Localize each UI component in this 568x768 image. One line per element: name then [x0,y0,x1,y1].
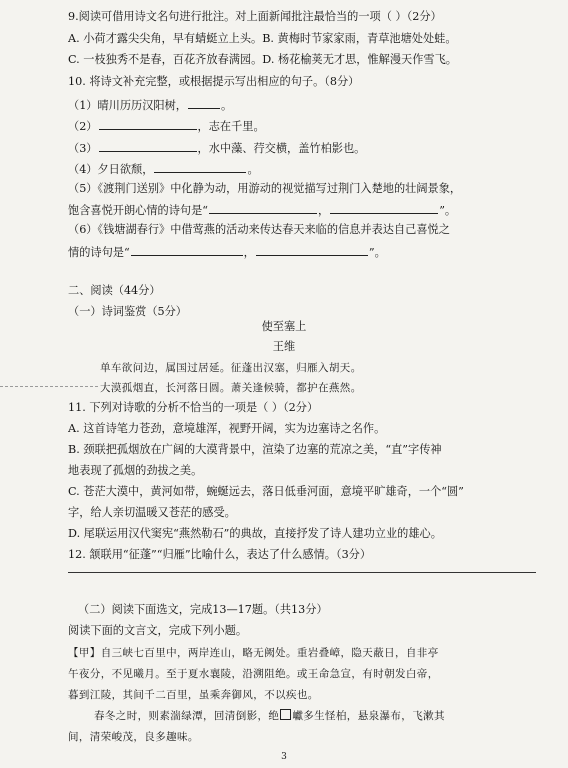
q9-options-ab: A. 小荷才露尖尖角，早有蜻蜓立上头。B. 黄梅时节家家雨，青草池塘处处蛙。 [68,32,457,45]
answer-blank[interactable] [154,161,246,173]
q10-item-6-line2 [68,244,538,260]
passage-text: 春冬之时，则素湍绿潭，回清倒影，绝 [94,710,280,722]
section-2-heading: 二、阅读（44分） [68,284,161,297]
poem-title: 使至塞上 [261,320,307,333]
q11-option-a: A. 这首诗笔力苍劲，意境雄浑，视野开阔，实为边塞诗之名作。 [68,422,386,435]
answer-line[interactable] [68,572,536,573]
q11-option-d: D. 尾联运用汉代窦宪“燕然勒石”的典故，直接抒发了诗人建功立业的雄心。 [68,527,442,540]
q10-2-end: ，志在千里。 [197,120,265,133]
q10-6-text: 情的诗句是“ [68,246,130,259]
comma: ， [243,246,255,259]
passage-jia-line-1: 【甲】自三峡七百里中，两岸连山，略无阙处。重岩叠嶂，隐天蔽日，自非亭 [68,647,439,659]
passage-jia-line-5: 间，清荣峻茂，良多趣味。 [68,731,199,743]
q10-4-text: （4）夕日欲颓， [68,163,154,176]
passage-jia-line-2: 午夜分，不见曦月。至于夏水襄陵，沿溯阻绝。或王命急宣，有时朝发白帝， [68,668,439,680]
instructions: 阅读下面的文言文，完成下列小题。 [68,624,248,637]
q11-option-c-line1: C. 苍茫大漠中，黄河如带，蜿蜒远去，落日低垂河面，意境平旷雄奇，一个“圆” [68,485,464,498]
q10-3-text: （3） [68,142,98,155]
q10-stem: 10. 将诗文补充完整，或根据提示写出相应的句子。（8分） [68,75,360,88]
passage-jia-line-4 [94,709,564,723]
answer-blank[interactable] [209,202,317,214]
q10-item-1 [68,97,538,113]
q10-item-5-line2 [68,202,538,218]
section-2-1-heading: （一）诗词鉴赏（5分） [68,305,187,318]
answer-blank[interactable] [131,244,243,256]
close-quote: ”。 [368,246,386,259]
answer-blank[interactable] [256,244,368,256]
q11-option-b-line2: 地表现了孤烟的劲拔之美。 [68,464,203,477]
q10-item-3 [68,140,538,156]
q10-5-text: 饱含喜悦开朗心情的诗句是“ [68,204,208,217]
poem-author: 王维 [272,340,296,353]
q10-3-end: ，水中藻、荇交横，盖竹柏影也。 [197,142,366,155]
q10-2-text: （2） [68,120,98,133]
q11-stem: 11. 下列对诗歌的分析不恰当的一项是（ ）（2分） [68,401,319,414]
close-quote: ”。 [439,204,457,217]
answer-blank[interactable] [99,140,197,152]
comma: ， [317,204,330,217]
poem-line-2: 大漠孤烟直，长河落日圆。萧关逢候骑，都护在燕然。 [100,381,568,395]
passage-text: 巘多生怪柏，悬泉瀑布，飞漱其 [292,710,445,722]
answer-blank[interactable] [99,118,197,130]
section-2-2-heading: （二）阅读下面选文，完成13—17题。（共13分） [78,603,328,616]
q10-item-6-line1: （6）《钱塘湖春行》中借莺燕的活动来传达春天来临的信息并表达自己喜悦之 [68,223,450,236]
q10-item-2 [68,118,538,134]
q10-4-end: 。 [247,163,259,176]
q9-stem: 9.阅读可借用诗文名句进行批注。对上面新闻批注最恰当的一项（ ）（2分） [68,10,442,23]
answer-blank[interactable] [330,202,438,214]
q10-item-5-line1: （5）《渡荆门送别》中化静为动，用游动的视觉描写过荆门入楚地的壮阔景象， [68,182,462,195]
q11-option-b-line1: B. 颈联把孤烟放在广阔的大漠背景中，渲染了边塞的荒凉之美，“直”字传神 [68,443,442,456]
q12-stem: 12. 颔联用“征蓬”“归雁”比喻什么，表达了什么感情。（3分） [68,548,372,561]
q10-item-4 [68,161,538,177]
missing-char-box [280,709,291,720]
q11-option-c-line2: 字，给人亲切温暖又苍茫的感受。 [68,506,236,519]
q10-1-text: （1）晴川历历汉阳树， [68,99,187,112]
page-number: 3 [281,752,287,762]
poem-line-1: 单车欲问边，属国过居延。征蓬出汉塞，归雁入胡天。 [100,362,362,374]
q9-options-cd: C. 一枝独秀不是春，百花齐放春满园。D. 杨花榆荚无才思，惟解漫天作雪飞。 [68,53,457,66]
answer-blank[interactable] [188,97,220,109]
passage-jia-line-3: 暮到江陵，其间千二百里，虽乘奔御风，不以疾也。 [68,689,319,701]
q10-1-end: 。 [221,99,233,112]
